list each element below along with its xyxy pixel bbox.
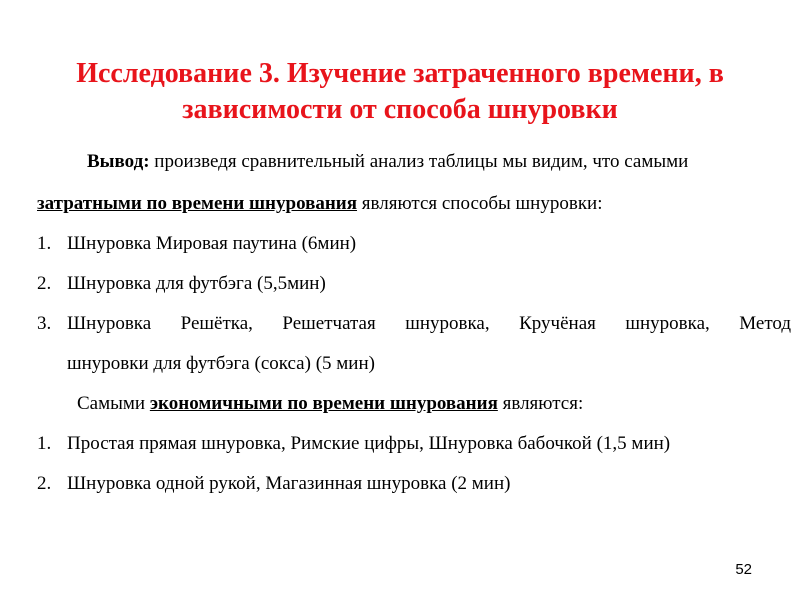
conclusion-line-2-text: являются способы шнуровки: <box>357 193 603 214</box>
economic-intro <box>37 392 791 416</box>
conclusion-text: произведя сравнительный анализ таблицы мы видим, что самыми <box>149 151 689 172</box>
list-item-number: 1. <box>37 433 52 454</box>
page-number: 52 <box>735 561 752 578</box>
list-item-text: шнуровки для футбэга (сокса) (5 мин) <box>67 353 375 374</box>
slide-title <box>20 56 780 128</box>
list-item <box>37 272 791 296</box>
list-item-number: 2. <box>37 273 52 294</box>
list-item-number: 1. <box>37 233 52 254</box>
economic-prefix: Самыми <box>77 393 150 414</box>
conclusion-line-2 <box>37 192 791 216</box>
list-item-text: Простая прямая шнуровка, Римские цифры, Шнуровка бабочкой (1,5 мин) <box>67 433 671 454</box>
list-item <box>37 232 791 256</box>
list-item-continuation <box>37 352 791 376</box>
list-item-text: Шнуровка одной рукой, Магазинная шнуровка (2 мин) <box>67 473 511 494</box>
list-item <box>37 472 791 496</box>
slide-title-line-1: Исследование 3. Изучение затраченного времени, в <box>76 58 724 89</box>
list-item-number: 2. <box>37 473 52 494</box>
economic-suffix: являются: <box>497 393 584 414</box>
list-item-text: Шнуровка Решётка, Решетчатая шнуровка, Кручёная шнуровка, Метод <box>67 313 791 334</box>
slide-title-line-2: зависимости от способа шнуровки <box>182 94 618 125</box>
list-item-text: Шнуровка для футбэга (5,5мин) <box>67 273 326 294</box>
list-item-text: Шнуровка Мировая паутина (6мин) <box>67 233 357 254</box>
conclusion-label: Вывод: <box>87 151 150 172</box>
list-item-number: 3. <box>37 313 52 334</box>
list-item <box>37 432 791 456</box>
list-item <box>37 312 791 336</box>
economic-highlight: экономичными по времени шнурования <box>149 393 498 414</box>
conclusion-line-1 <box>37 150 791 174</box>
costly-highlight: затратными по времени шнурования <box>37 193 358 214</box>
